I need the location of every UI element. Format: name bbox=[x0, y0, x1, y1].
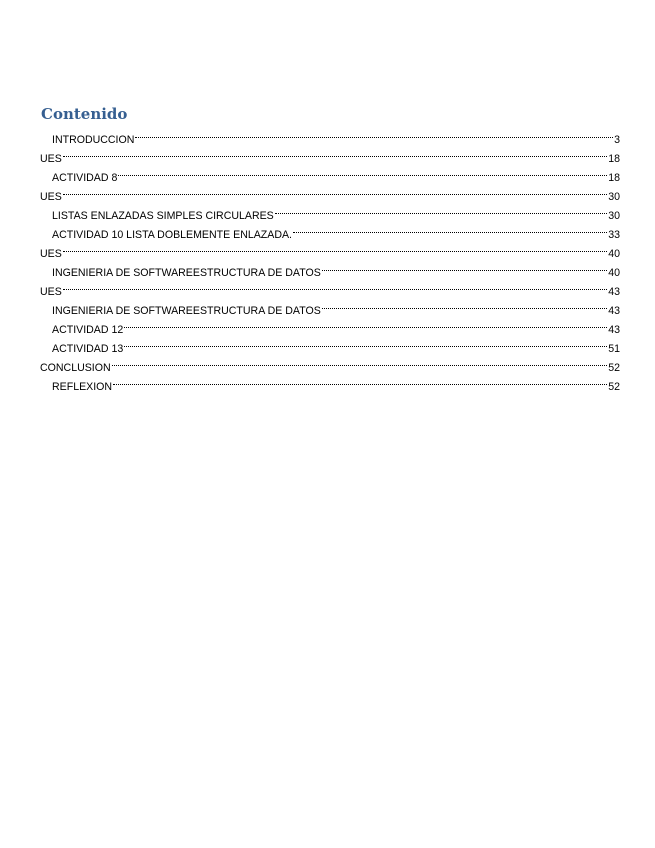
dot-leader bbox=[118, 162, 607, 181]
toc-entry-label: ACTIVIDAD 8 bbox=[52, 172, 118, 181]
toc-entry-page: 18 bbox=[608, 153, 620, 162]
toc-entry[interactable] bbox=[40, 238, 620, 257]
dot-leader bbox=[63, 238, 607, 257]
toc-entry[interactable] bbox=[40, 124, 620, 143]
toc-entry-page: 33 bbox=[608, 229, 620, 238]
toc-entry[interactable] bbox=[40, 352, 620, 371]
toc-entry-page: 3 bbox=[614, 134, 620, 143]
toc-entry[interactable] bbox=[40, 257, 620, 276]
toc-entry-page: 30 bbox=[608, 191, 620, 200]
toc-entry-label: INTRODUCCION bbox=[52, 134, 135, 143]
dot-leader bbox=[63, 143, 607, 162]
dot-leader bbox=[322, 257, 607, 276]
dot-leader bbox=[135, 124, 613, 143]
toc-entry[interactable] bbox=[40, 276, 620, 295]
dot-leader bbox=[113, 371, 607, 390]
dot-leader bbox=[322, 295, 607, 314]
toc-entry[interactable] bbox=[40, 162, 620, 181]
toc-entry-page: 52 bbox=[608, 362, 620, 371]
toc-heading: Contenido bbox=[41, 105, 128, 123]
dot-leader bbox=[63, 276, 607, 295]
toc-entry-label: CONCLUSION bbox=[40, 362, 111, 371]
toc-entry-label: UES bbox=[40, 286, 62, 295]
toc-entry-page: 43 bbox=[608, 324, 620, 333]
dot-leader bbox=[124, 314, 607, 333]
toc-entry[interactable] bbox=[40, 200, 620, 219]
toc-entry-page: 43 bbox=[608, 305, 620, 314]
toc-entry-page: 51 bbox=[608, 343, 620, 352]
toc-entry-label: ACTIVIDAD 12 bbox=[52, 324, 124, 333]
toc-entry-label: REFLEXION bbox=[52, 381, 113, 390]
toc-entry-label: INGENIERIA DE SOFTWAREESTRUCTURA DE DATOS bbox=[52, 267, 321, 276]
toc-entry-page: 52 bbox=[608, 381, 620, 390]
toc-entry-label: ACTIVIDAD 10 LISTA DOBLEMENTE ENLAZADA. bbox=[52, 229, 292, 238]
toc-entry-label: INGENIERIA DE SOFTWAREESTRUCTURA DE DATOS bbox=[52, 305, 321, 314]
toc-entry[interactable] bbox=[40, 314, 620, 333]
dot-leader bbox=[293, 219, 607, 238]
toc-entry-label: UES bbox=[40, 191, 62, 200]
toc-entry-label: ACTIVIDAD 13 bbox=[52, 343, 124, 352]
toc-entry[interactable] bbox=[40, 333, 620, 352]
toc-entry[interactable] bbox=[40, 219, 620, 238]
toc-entry-page: 43 bbox=[608, 286, 620, 295]
toc-entry-label: UES bbox=[40, 153, 62, 162]
toc-entry-label: LISTAS ENLAZADAS SIMPLES CIRCULARES bbox=[52, 210, 274, 219]
toc-entry-label: UES bbox=[40, 248, 62, 257]
dot-leader bbox=[275, 200, 607, 219]
table-of-contents bbox=[40, 124, 620, 390]
toc-entry-page: 30 bbox=[608, 210, 620, 219]
toc-entry[interactable] bbox=[40, 295, 620, 314]
toc-entry-page: 18 bbox=[608, 172, 620, 181]
toc-entry-page: 40 bbox=[608, 248, 620, 257]
dot-leader bbox=[124, 333, 607, 352]
toc-entry[interactable] bbox=[40, 181, 620, 200]
dot-leader bbox=[112, 352, 608, 371]
dot-leader bbox=[63, 181, 607, 200]
toc-entry[interactable] bbox=[40, 143, 620, 162]
toc-entry[interactable] bbox=[40, 371, 620, 390]
toc-entry-page: 40 bbox=[608, 267, 620, 276]
